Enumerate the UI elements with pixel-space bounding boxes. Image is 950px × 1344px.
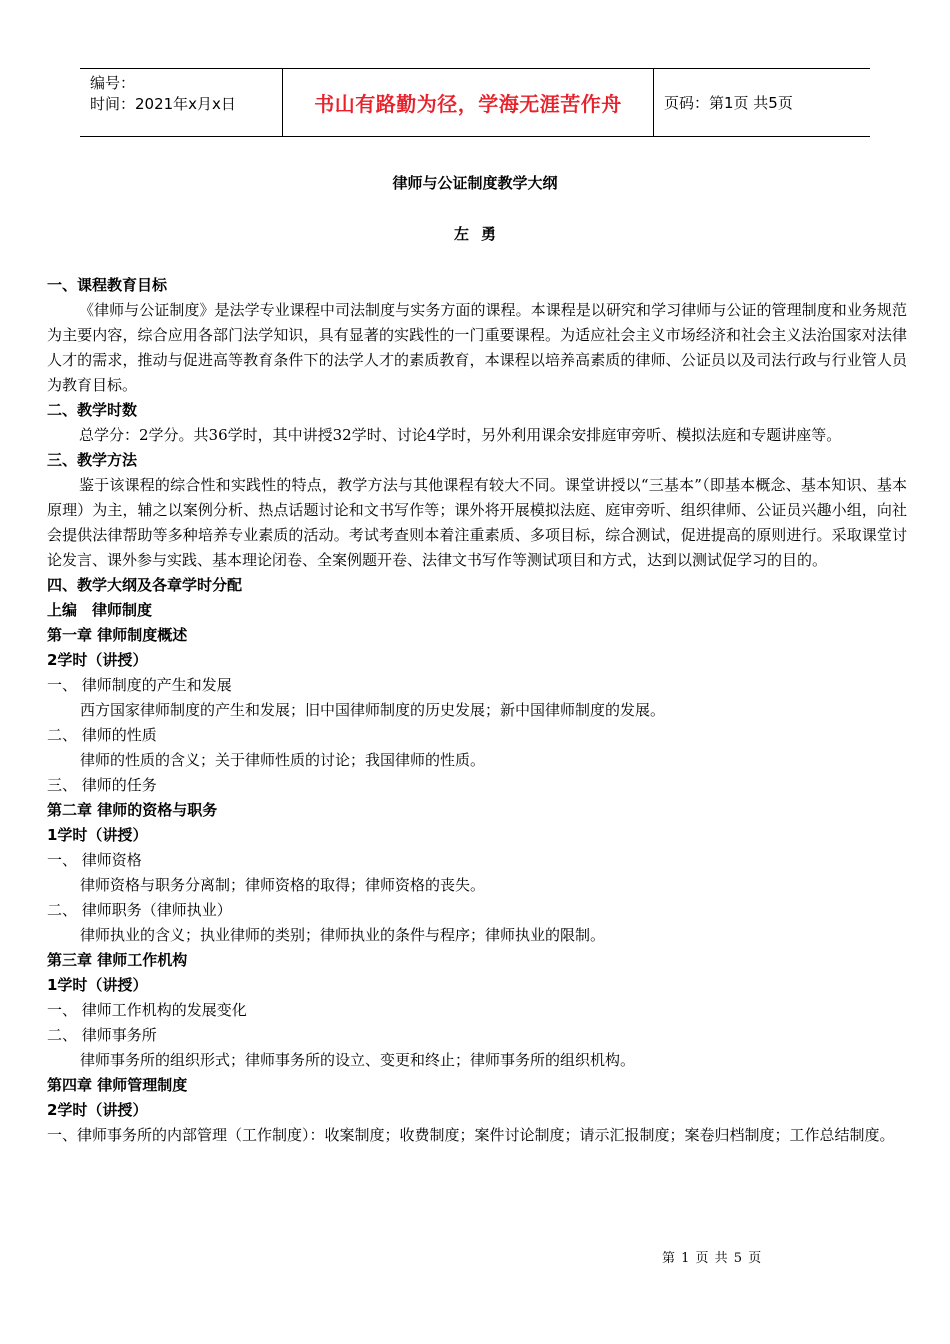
- sub-heading: 二、 律师的性质: [47, 726, 157, 744]
- body-paragraph: 鉴于该课程的综合性和实践性的特点，教学方法与其他课程有较大不同。课堂讲授以“三基本”（即基本概念、基本知识、基本原理）为主，辅之以案例分析、热点话题讨论和文书写作等；课外将开展模拟法庭、庭审旁听、组织律师、公证员兴趣小组，向社会提供法律帮助等多种培养专业素质的活动。考试考查则本着注重素质、多项目标，综合测试，促进提高的原则进行。采取课堂讨论发言、课外参与实践、基本理论闭卷、全案例题开卷、法律文书写作等测试项目和方式，达到以测试促学习的目的。: [47, 476, 907, 569]
- section-heading: 2学时（讲授）: [47, 1101, 148, 1119]
- header-info: [80, 69, 282, 136]
- author-name: 左勇: [453, 225, 508, 243]
- section-heading: 1学时（讲授）: [47, 826, 148, 844]
- section-heading: 二、教学时数: [47, 401, 138, 419]
- section-heading: 第二章 律师的资格与职务: [47, 801, 218, 819]
- topic-detail: 律师执业的含义；执业律师的类别；律师执业的条件与程序；律师执业的限制。: [80, 926, 606, 944]
- header-motto-cell: [282, 69, 654, 136]
- sub-heading: 一、律师事务所的内部管理（工作制度）：收案制度；收费制度；案件讨论制度；请示汇报制度；案卷归档制度；工作总结制度。: [47, 1126, 895, 1144]
- number-label: 编号：: [90, 74, 136, 92]
- topic-detail: 律师事务所的组织形式；律师事务所的设立、变更和终止；律师事务所的组织机构。: [80, 1051, 636, 1069]
- section-heading: 第一章 律师制度概述: [47, 626, 188, 644]
- section-heading: 第三章 律师工作机构: [47, 951, 188, 969]
- section-heading: 第四章 律师管理制度: [47, 1076, 188, 1094]
- sub-heading: 二、 律师职务（律师执业）: [47, 901, 232, 919]
- page-footer: 第 1 页 共 5 页: [662, 1251, 763, 1266]
- section-heading: 三、教学方法: [47, 451, 138, 469]
- document-body: [47, 273, 907, 1148]
- sub-heading: 一、 律师资格: [47, 851, 142, 869]
- topic-detail: 律师的性质的含义；关于律师性质的讨论；我国律师的性质。: [80, 751, 486, 769]
- sub-heading: 三、 律师的任务: [47, 776, 157, 794]
- section-heading: 一、课程教育目标: [47, 276, 168, 294]
- topic-detail: 西方国家律师制度的产生和发展；旧中国律师制度的历史发展；新中国律师制度的发展。: [80, 701, 666, 719]
- header-page-cell: [654, 69, 870, 136]
- section-heading: 1学时（讲授）: [47, 976, 148, 994]
- page-code: 页码：第1页 共5页: [664, 94, 793, 112]
- body-paragraph: 《律师与公证制度》是法学专业课程中司法制度与实务方面的课程。本课程是以研究和学习律师与公证的管理制度和业务规范为主要内容，综合应用各部门法学知识，具有显著的实践性的一门重要课程。为适应社会主义市场经济和社会主义法治国家对法律人才的需求，推动与促进高等教育条件下的法学人才的素质教育，本课程以培养高素质的律师、公证员以及司法行政与行业管人员为教育目标。: [47, 301, 907, 394]
- document-header: [80, 68, 870, 137]
- motto: 书山有路勤为径，学海无涯苦作舟: [314, 92, 622, 116]
- section-heading: 四、教学大纲及各章学时分配: [47, 576, 243, 594]
- section-heading: 2学时（讲授）: [47, 651, 148, 669]
- sub-heading: 一、 律师工作机构的发展变化: [47, 1001, 247, 1019]
- date-line: 时间：2021年x月x日: [90, 95, 236, 113]
- sub-heading: 二、 律师事务所: [47, 1026, 157, 1044]
- document-title: 律师与公证制度教学大纲: [392, 174, 558, 192]
- topic-detail: 律师资格与职务分离制；律师资格的取得；律师资格的丧失。: [80, 876, 486, 894]
- sub-heading: 一、 律师制度的产生和发展: [47, 676, 232, 694]
- body-paragraph: 总学分：2学分。共36学时，其中讲授32学时、讨论4学时，另外利用课余安排庭审旁听、模拟法庭和专题讲座等。: [79, 426, 842, 444]
- section-heading: 上编 律师制度: [47, 601, 153, 619]
